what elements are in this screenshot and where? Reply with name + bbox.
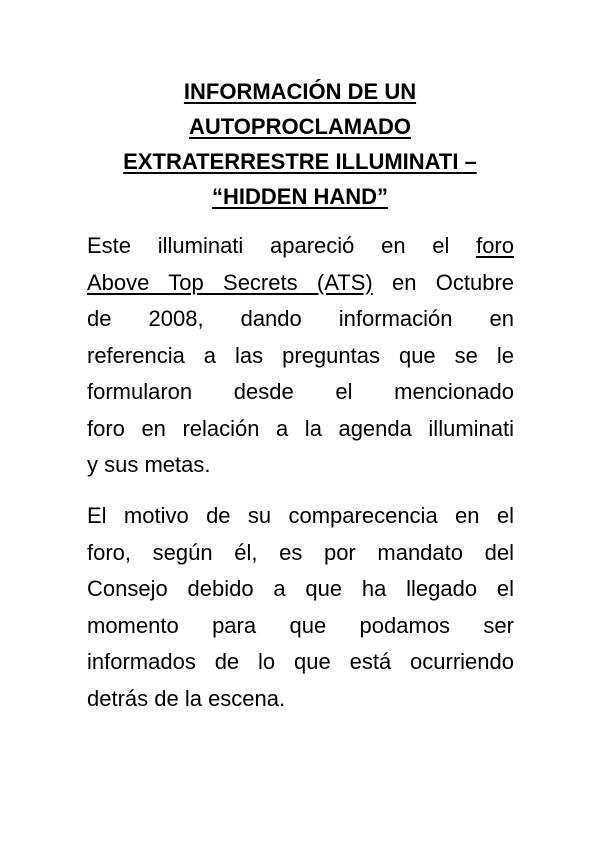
- title-line: “HIDDEN HAND”: [212, 184, 388, 209]
- paragraph-line: referencia a las preguntas que se le: [87, 342, 514, 368]
- paragraph-line: foro en relación a la agenda illuminati: [87, 415, 514, 441]
- document-title: [90, 74, 510, 214]
- paragraph-line: Este illuminati apareció en el foro: [87, 233, 514, 258]
- paragraph-intro: [87, 228, 514, 484]
- title-line: INFORMACIÓN DE UN: [183, 79, 417, 104]
- paragraph-line: formularon desde el mencionado: [87, 379, 514, 404]
- paragraph-line: informados de lo que está ocurriendo: [87, 649, 514, 674]
- paragraph-line: y sus metas.: [87, 452, 211, 477]
- paragraph-motive: [87, 498, 514, 717]
- paragraph-line: Consejo debido a que ha llegado el: [87, 576, 514, 601]
- paragraph-line: momento para que podamos ser: [87, 612, 514, 638]
- title-line: EXTRATERRESTRE ILLUMINATI –: [123, 149, 477, 174]
- forum-link-continued[interactable]: Above Top Secrets (ATS): [87, 269, 373, 295]
- paragraph-line: El motivo de su comparecencia en el: [87, 503, 514, 528]
- title-line: AUTOPROCLAMADO: [188, 114, 412, 139]
- paragraph-line: detrás de la escena.: [87, 685, 286, 711]
- paragraph-line: Above Top Secrets (ATS) en Octubre: [87, 269, 514, 295]
- forum-link[interactable]: foro: [476, 233, 514, 258]
- paragraph-line: foro, según él, es por mandato del: [87, 539, 514, 565]
- paragraph-line: de 2008, dando información en: [87, 306, 514, 331]
